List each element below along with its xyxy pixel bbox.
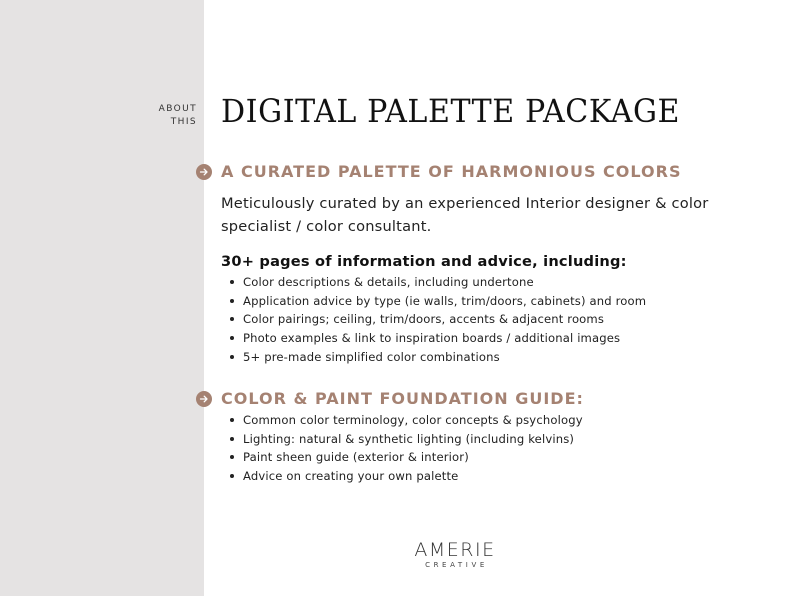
- list-item: Photo examples & link to inspiration boards / additional images: [229, 329, 646, 348]
- brand-logo: [400, 540, 510, 569]
- about-this-label: [150, 103, 197, 129]
- list-item: Application advice by type (ie walls, trim/doors, cabinets) and room: [229, 292, 646, 311]
- list-item: 5+ pre-made simplified color combinations: [229, 348, 646, 367]
- list-item: Advice on creating your own palette: [229, 467, 583, 486]
- about-label-line2: THIS: [170, 117, 197, 127]
- list-item: Color pairings; ceiling, trim/doors, accents & adjacent rooms: [229, 310, 646, 329]
- about-label-line1: ABOUT: [158, 104, 197, 114]
- section-heading-foundation-guide: [196, 389, 584, 408]
- arrow-right-circle-icon: [196, 164, 212, 180]
- foundation-guide-list: [229, 411, 583, 486]
- list-item: Lighting: natural & synthetic lighting (including kelvins): [229, 430, 583, 449]
- pages-subheading: 30+ pages of information and advice, including:: [221, 253, 627, 270]
- list-item: Paint sheen guide (exterior & interior): [229, 448, 583, 467]
- page-title: DIGITAL PALETTE PACKAGE: [221, 92, 681, 130]
- list-item: Common color terminology, color concepts & psychology: [229, 411, 583, 430]
- section-heading-curated-palette: [196, 162, 681, 181]
- left-sidebar-panel: [0, 0, 204, 596]
- section-heading-label: COLOR & PAINT FOUNDATION GUIDE:: [221, 389, 584, 408]
- intro-paragraph: Meticulously curated by an experienced Interior designer & color specialist / color consultant.: [221, 195, 709, 235]
- logo-tagline: CREATIVE: [425, 561, 488, 569]
- arrow-right-circle-icon: [196, 391, 212, 407]
- section-heading-label: A CURATED PALETTE OF HARMONIOUS COLORS: [221, 162, 682, 181]
- list-item: Color descriptions & details, including undertone: [229, 273, 646, 292]
- logo-name: AMERIE: [414, 539, 496, 561]
- pages-feature-list: [229, 273, 646, 367]
